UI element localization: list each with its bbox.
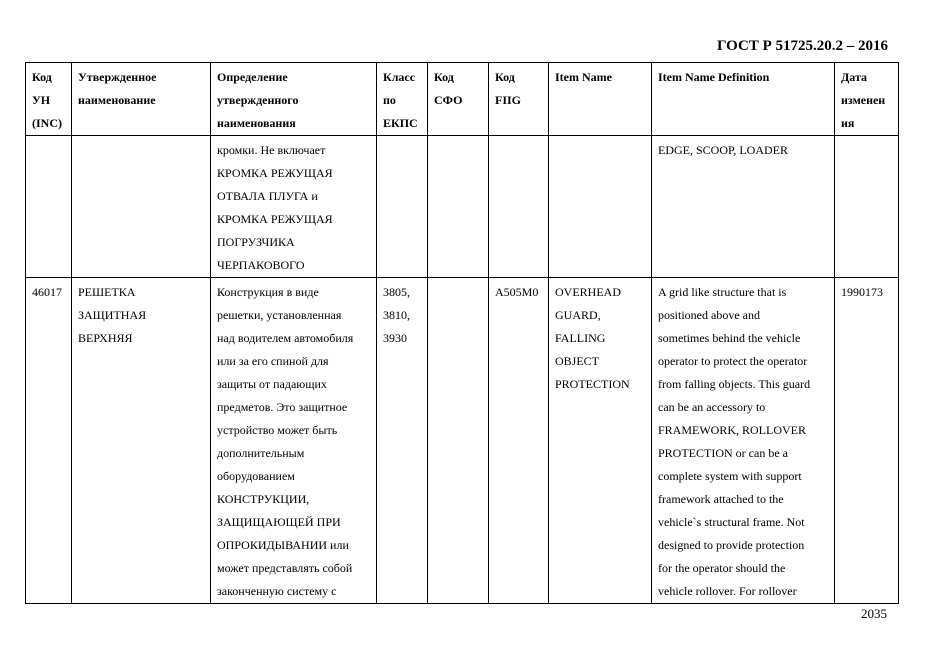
cell-line: framework attached to the xyxy=(658,492,784,506)
cell-item-name xyxy=(549,278,652,604)
cell-line: can be an accessory to xyxy=(658,400,766,414)
cell-item-definition xyxy=(652,278,835,604)
cell-line: GUARD, xyxy=(555,308,601,322)
cell-line: решетки, установленная xyxy=(217,308,342,322)
column-header-line: Код xyxy=(495,70,515,84)
cell-line: complete system with support xyxy=(658,469,802,483)
table-row xyxy=(26,136,899,278)
cell-line: EDGE, SCOOP, LOADER xyxy=(658,143,789,157)
cell-line: OVERHEAD xyxy=(555,285,621,299)
table-body xyxy=(26,136,899,604)
cell-line: ВЕРХНЯЯ xyxy=(78,331,133,345)
cell-definition xyxy=(211,136,377,278)
cell-line: устройство может быть xyxy=(217,423,338,437)
column-header-line: Класс xyxy=(383,70,416,84)
cell-line: positioned above and xyxy=(658,308,760,322)
cell-line: FALLING xyxy=(555,331,606,345)
column-header xyxy=(489,63,549,136)
cell-item-definition xyxy=(652,136,835,278)
cell-code-inc xyxy=(26,278,72,604)
cell-line: vehicle rollover. For rollover xyxy=(658,584,797,598)
cell-line: РЕШЕТКА xyxy=(78,285,136,299)
document-standard-header: ГОСТ Р 51725.20.2 – 2016 xyxy=(716,38,888,54)
cell-line: OBJECT xyxy=(555,354,600,368)
column-header xyxy=(652,63,835,136)
column-header-line: утвержденного xyxy=(217,93,299,107)
cell-line: designed to provide protection xyxy=(658,538,805,552)
cell-code-inc xyxy=(26,136,72,278)
header-row xyxy=(26,63,899,136)
cell-line: дополнительным xyxy=(217,446,305,460)
column-header-line: Item Name Definition xyxy=(658,70,770,84)
column-header xyxy=(377,63,428,136)
cell-date xyxy=(835,136,899,278)
cell-line: кромки. Не включает xyxy=(217,143,326,157)
cell-line: КОНСТРУКЦИИ, xyxy=(217,492,310,506)
cell-line: КРОМКА РЕЖУЩАЯ xyxy=(217,212,333,226)
cell-line: PROTECTION xyxy=(555,377,630,391)
cell-code-sfo xyxy=(428,278,489,604)
cell-line: Конструкция в виде xyxy=(217,285,319,299)
cell-line: A505M0 xyxy=(495,285,539,299)
page-number: 2035 xyxy=(861,606,887,621)
cell-date xyxy=(835,278,899,604)
cell-line: 3805, xyxy=(383,285,410,299)
cell-line: 3810, xyxy=(383,308,410,322)
cell-line: защиты от падающих xyxy=(217,377,327,391)
cell-line: КРОМКА РЕЖУЩАЯ xyxy=(217,166,333,180)
column-header xyxy=(72,63,211,136)
column-header xyxy=(835,63,899,136)
cell-approved-name xyxy=(72,278,211,604)
cell-line: ОПРОКИДЫВАНИИ или xyxy=(217,538,349,552)
cell-line: sometimes behind the vehicle xyxy=(658,331,801,345)
column-header-line: изменен xyxy=(841,93,886,107)
cell-line: ЗАЩИЩАЮЩЕЙ ПРИ xyxy=(217,515,341,529)
column-header xyxy=(549,63,652,136)
column-header-line: наименования xyxy=(217,116,296,130)
cell-code-fiig xyxy=(489,278,549,604)
column-header xyxy=(26,63,72,136)
column-header-line: (INC) xyxy=(32,116,62,130)
cell-line: над водителем автомобиля xyxy=(217,331,354,345)
cell-line: 46017 xyxy=(32,285,62,299)
cell-line: vehicle`s structural frame. Not xyxy=(658,515,805,529)
column-header-line: УН xyxy=(32,93,51,107)
column-header-line: Item Name xyxy=(555,70,612,84)
column-header-line: Код xyxy=(434,70,454,84)
column-header-line: Утвержденное xyxy=(78,70,157,84)
cell-class-ekps xyxy=(377,278,428,604)
cell-line: FRAMEWORK, ROLLOVER xyxy=(658,423,807,437)
column-header-line: ЕКПС xyxy=(383,116,418,130)
column-header xyxy=(211,63,377,136)
gost-table xyxy=(25,62,899,604)
cell-line: 3930 xyxy=(383,331,407,345)
cell-line: оборудованием xyxy=(217,469,295,483)
cell-line: ЗАЩИТНАЯ xyxy=(78,308,147,322)
column-header-line: Определение xyxy=(217,70,288,84)
cell-line: законченную систему с xyxy=(217,584,337,598)
cell-line: или за его спиной для xyxy=(217,354,329,368)
cell-line: ОТВАЛА ПЛУГА и xyxy=(217,189,318,203)
cell-code-sfo xyxy=(428,136,489,278)
cell-definition xyxy=(211,278,377,604)
cell-line: from falling objects. This guard xyxy=(658,377,811,391)
cell-approved-name xyxy=(72,136,211,278)
cell-line: A grid like structure that is xyxy=(658,285,787,299)
cell-line: ЧЕРПАКОВОГО xyxy=(217,258,305,272)
cell-line: PROTECTION or can be a xyxy=(658,446,788,460)
cell-line: operator to protect the operator xyxy=(658,354,808,368)
column-header-line: по xyxy=(383,93,396,107)
cell-line: for the operator should the xyxy=(658,561,786,575)
cell-class-ekps xyxy=(377,136,428,278)
cell-item-name xyxy=(549,136,652,278)
column-header xyxy=(428,63,489,136)
column-header-line: Дата xyxy=(841,70,867,84)
cell-line: 1990173 xyxy=(841,285,883,299)
cell-line: может представлять собой xyxy=(217,561,353,575)
column-header-line: наименование xyxy=(78,93,156,107)
cell-code-fiig xyxy=(489,136,549,278)
column-header-line: Код xyxy=(32,70,52,84)
column-header-line: СФО xyxy=(434,93,463,107)
cell-line: ПОГРУЗЧИКА xyxy=(217,235,295,249)
cell-line: предметов. Это защитное xyxy=(217,400,348,414)
table-row xyxy=(26,278,899,604)
column-header-line: ия xyxy=(841,116,855,130)
column-header-line: FIIG xyxy=(495,93,522,107)
